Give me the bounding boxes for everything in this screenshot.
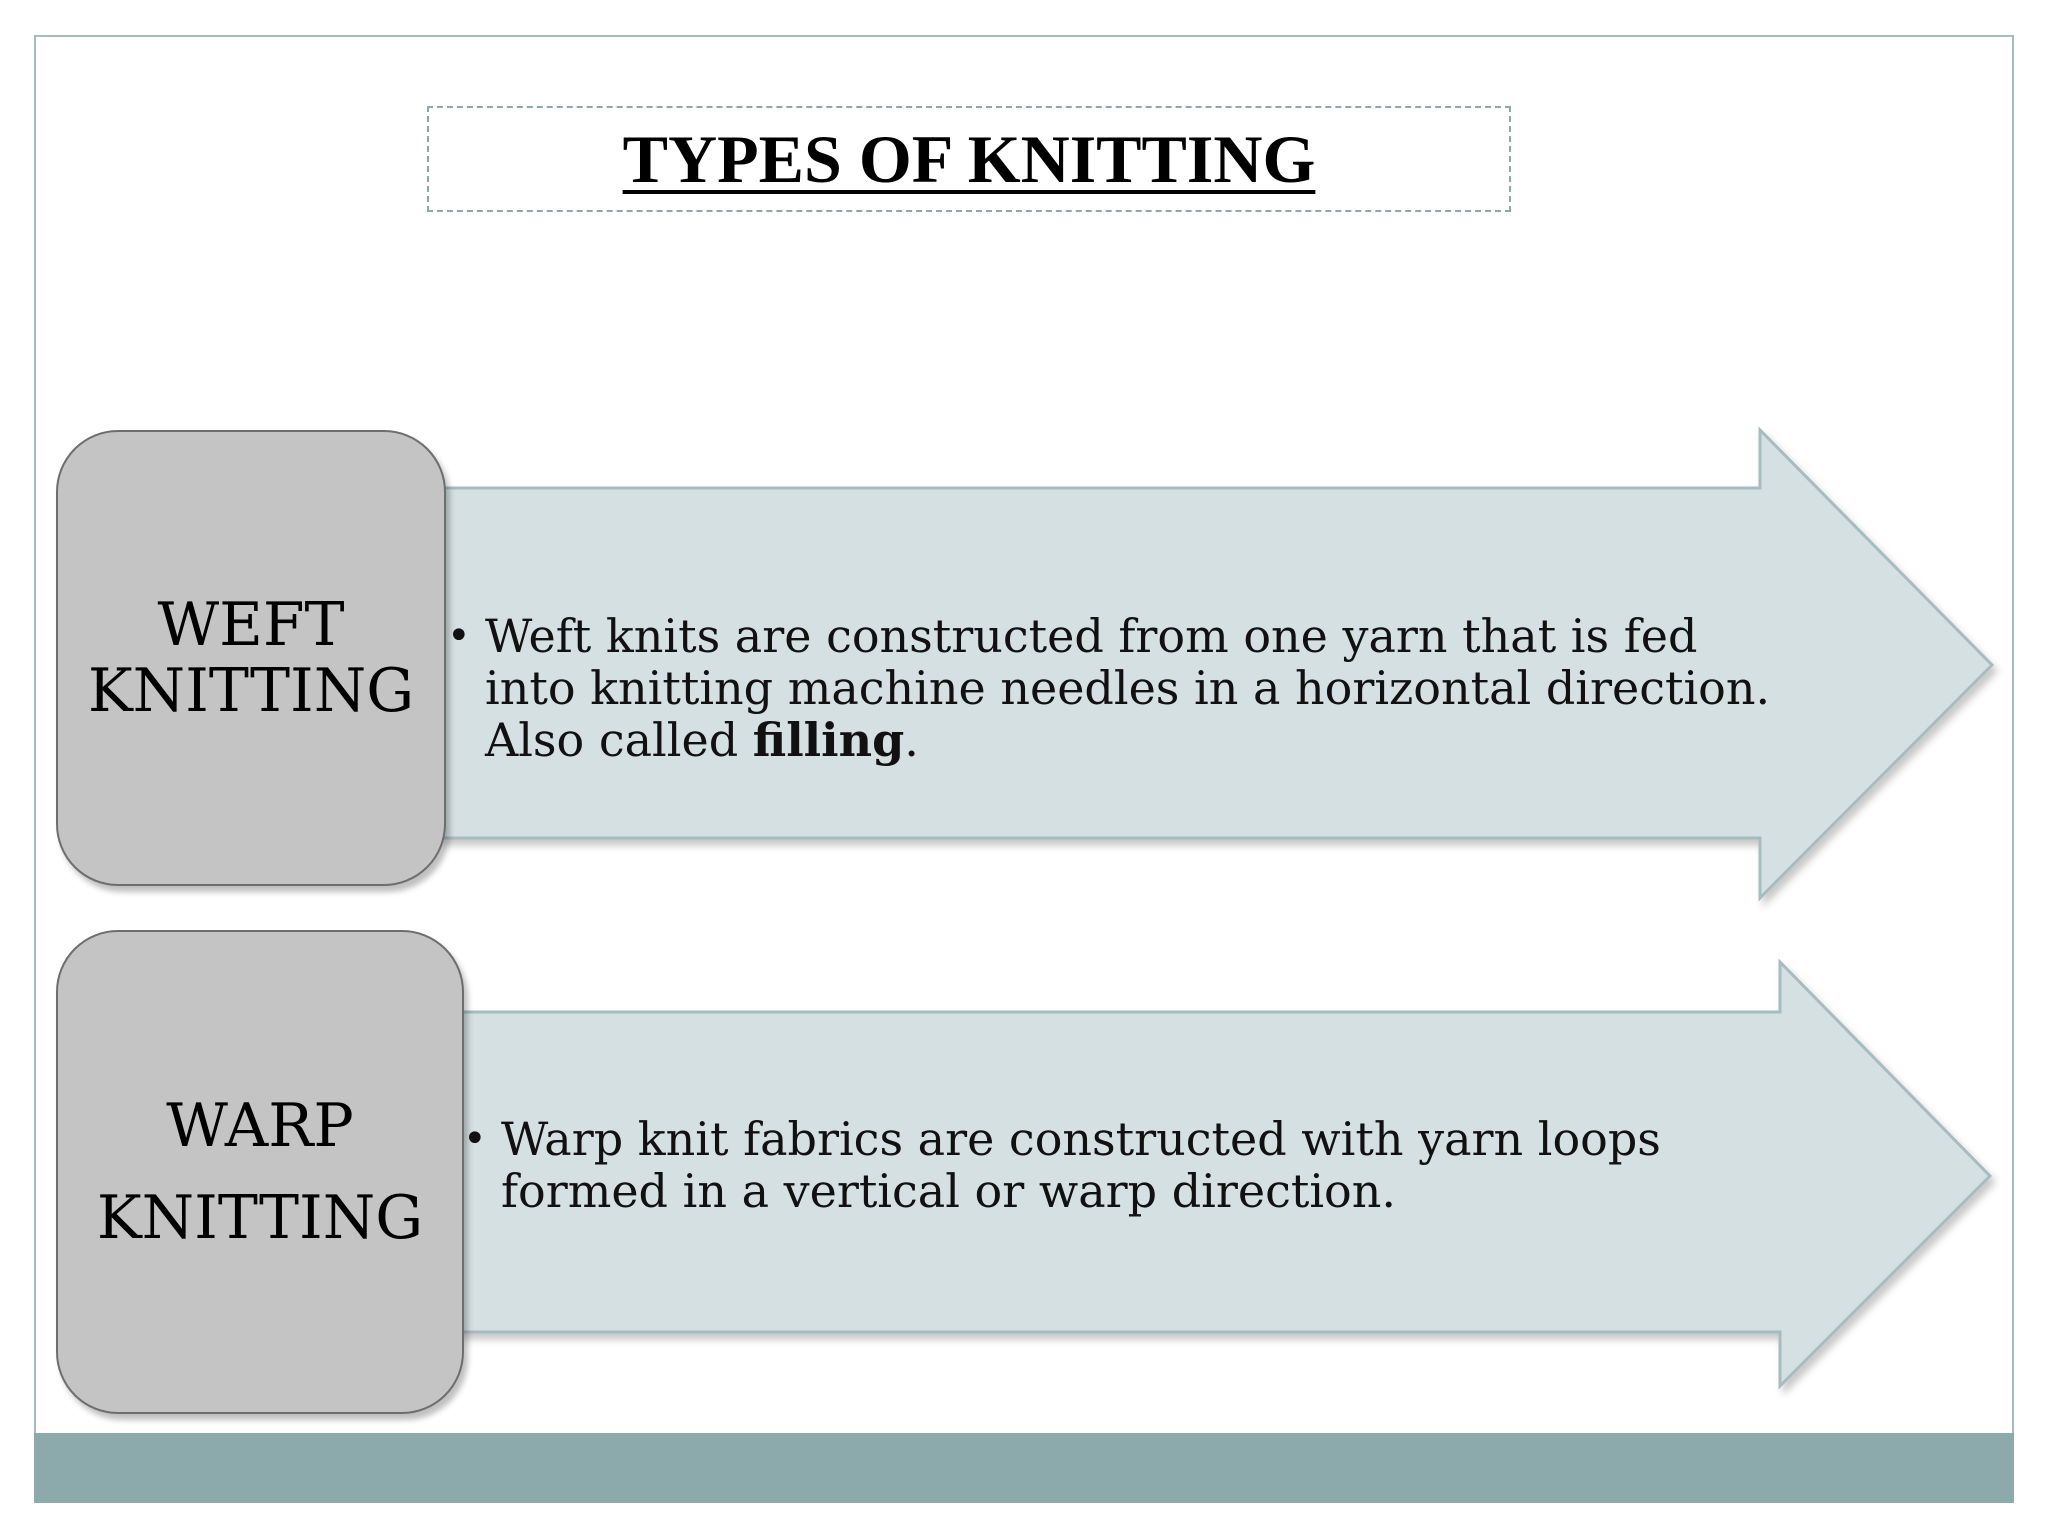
warp-description-main: Warp knit fabrics are constructed with yarn loops formed in a vertical or warp direction. [501, 1112, 1661, 1218]
list-item [447, 610, 1777, 766]
warp-label-line2: KNITTING [96, 1183, 424, 1253]
weft-description-text [485, 610, 1777, 766]
list-item [463, 1113, 1823, 1217]
bullet-icon: • [463, 1116, 487, 1162]
weft-label-line2: KNITTING [87, 656, 415, 726]
weft-knitting-label [88, 592, 414, 724]
warp-description [463, 1113, 1823, 1217]
bullet-icon: • [447, 613, 471, 659]
weft-description [447, 610, 1777, 766]
warp-description-text [501, 1113, 1823, 1217]
warp-label-line1: WARP [166, 1091, 354, 1161]
weft-knitting-label-box [56, 430, 446, 886]
weft-description-bold: filling [752, 713, 905, 767]
footer-bar [34, 1433, 2014, 1503]
weft-description-main: Weft knits are constructed from one yarn that is fed into knitting machine needles in a horizontal direction. Also called [485, 609, 1771, 767]
warp-knitting-label [97, 1080, 423, 1264]
warp-knitting-label-box [56, 930, 464, 1414]
weft-description-tail: . [904, 713, 919, 767]
weft-label-line1: WEFT [157, 590, 345, 660]
page-title: TYPES OF KNITTING [622, 120, 1316, 197]
